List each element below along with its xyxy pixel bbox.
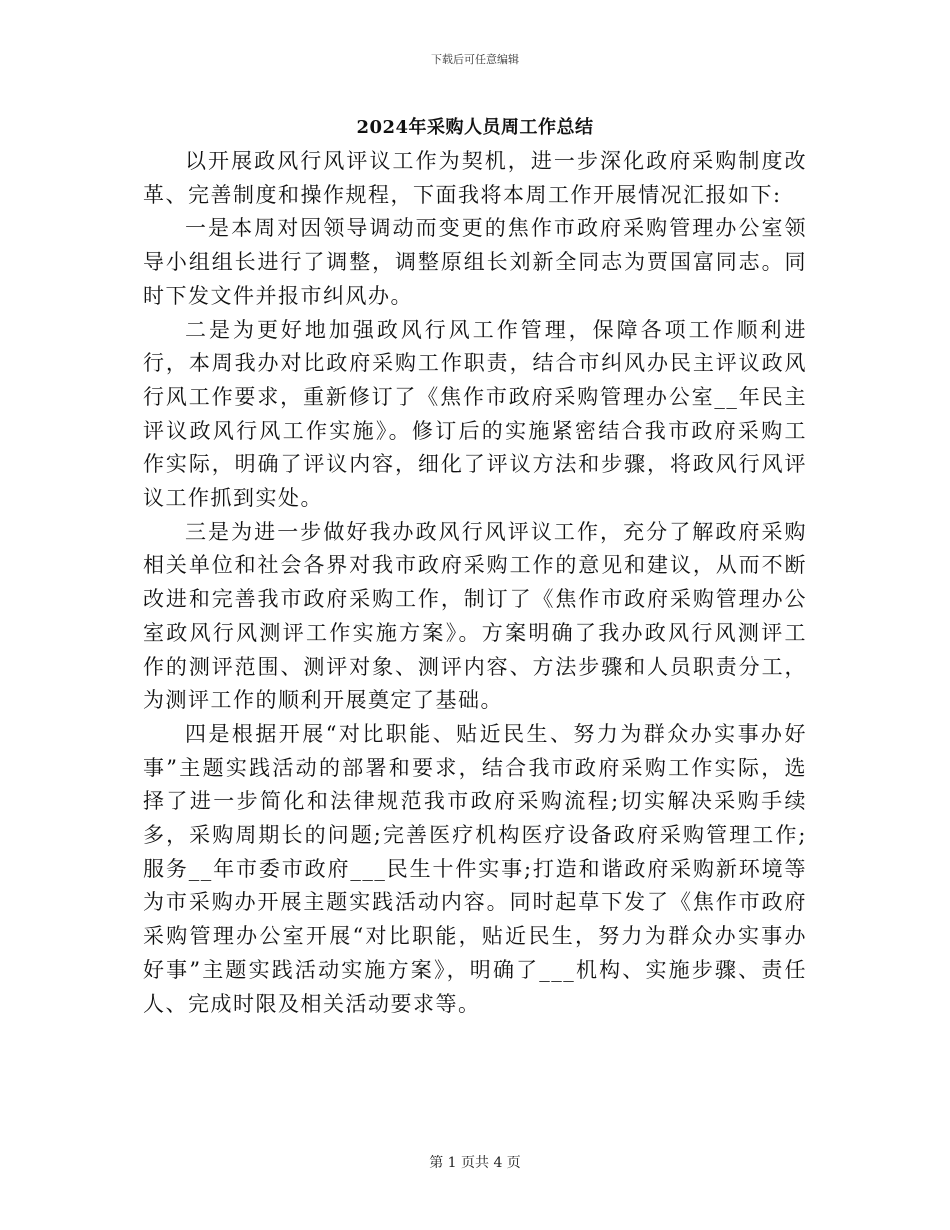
paragraph-item-4: 四是根据开展“对比职能、贴近民生、努力为群众办实事办好事”主题实践活动的部署和要求，结合我市政府采购工作实际，选择了进一步简化和法律规范我市政府采购流程;切实解决采购手续多，采购周期长的问题;完善医疗机构医疗设备政府采购管理工作;服务__年市委市政府___民生十件实事;打造和谐政府采购新环境等为市采购办开展主题实践活动内容。同时起草下发了《焦作市政府采购管理办公室开展“对比职能，贴近民生，努力为群众办实事办好事”主题实践活动实施方案》，明确了___机构、实施步骤、责任人、完成时限及相关活动要求等。 xyxy=(143,721,807,1016)
paragraph-item-2: 二是为更好地加强政风行风工作管理，保障各项工作顺利进行，本周我办对比政府采购工作职责，结合市纠风办民主评议政风行风工作要求，重新修订了《焦作市政府采购管理办公室__年民主评议政风行风工作实施》。修订后的实施紧密结合我市政府采购工作实际，明确了评议内容，细化了评议方法和步骤，将政风行风评议工作抓到实处。 xyxy=(143,317,807,511)
paragraph-intro: 以开展政风行风评议工作为契机，进一步深化政府采购制度改革、完善制度和操作规程，下面我将本周工作开展情况汇报如下: xyxy=(143,149,807,207)
document-body xyxy=(143,145,807,1021)
page-header-note: 下载后可任意编辑 xyxy=(431,53,519,66)
paragraph-item-3: 三是为进一步做好我办政风行风评议工作，充分了解政府采购相关单位和社会各界对我市政府采购工作的意见和建议，从而不断改进和完善我市政府采购工作，制订了《焦作市政府采购管理办公室政风行风测评工作实施方案》。方案明确了我办政风行风测评工作的测评范围、测评对象、测评内容、方法步骤和人员职责分工，为测评工作的顺利开展奠定了基础。 xyxy=(143,519,807,713)
page-number: 第 1 页共 4 页 xyxy=(429,1155,521,1171)
paragraph-item-1: 一是本周对因领导调动而变更的焦作市政府采购管理办公室领导小组组长进行了调整，调整原组长刘新全同志为贾国富同志。同时下发文件并报市纠风办。 xyxy=(143,216,807,308)
document-title: 2024年采购人员周工作总结 xyxy=(356,117,594,138)
